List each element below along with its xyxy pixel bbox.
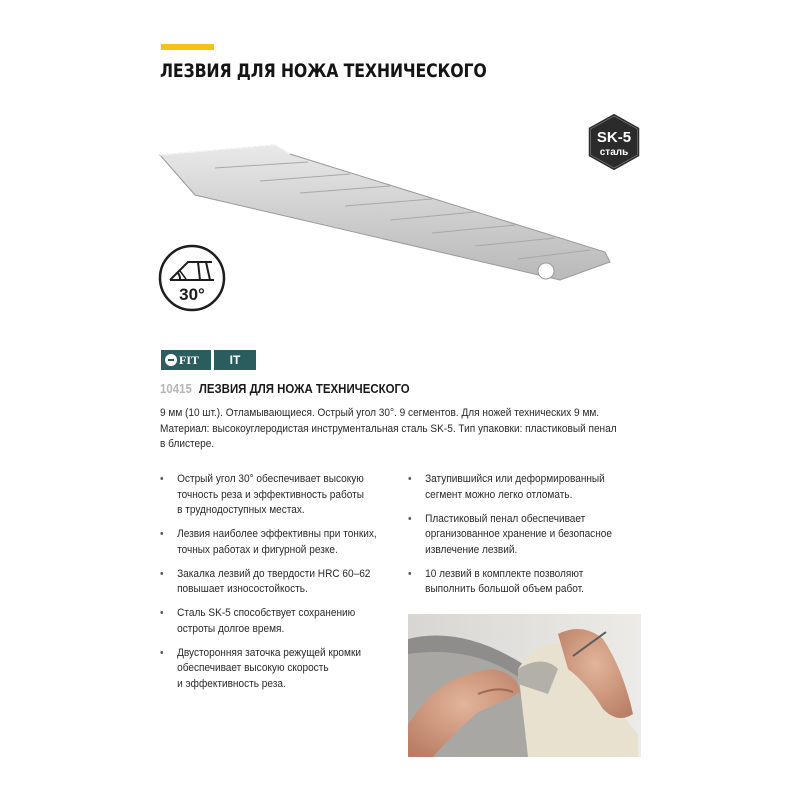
- feature-line: в труднодоступных местах.: [177, 504, 305, 516]
- feature-line: выполнить большой объем работ.: [425, 583, 584, 595]
- description-line: 9 мм (10 шт.). Отламывающиеся. Острый угол 30°. 9 сегментов. Для ножей технических 9 мм.: [160, 407, 600, 419]
- description-line: в блистере.: [160, 438, 215, 450]
- feature-line: обеспечивает высокую скорость: [177, 662, 329, 674]
- title-accent-bar: [161, 44, 214, 50]
- feature-line: • Острый угол 30° обеспечивает высокую: [177, 473, 364, 485]
- steel-grade-label: SK-5: [596, 129, 632, 146]
- feature-line: • Пластиковый пенал обеспечивает: [425, 512, 586, 525]
- feature-line: • Затупившийся или деформированный: [425, 473, 605, 485]
- feature-item: [160, 472, 403, 519]
- feature-line: • 10 лезвий в комплекте позволяют: [425, 567, 584, 580]
- feature-line: и эффективность реза.: [177, 677, 286, 690]
- feature-item: [160, 606, 403, 637]
- page-title: ЛЕЗВИЯ ДЛЯ НОЖА ТЕХНИЧЕСКОГО: [160, 60, 487, 82]
- feature-line: извлечение лезвий.: [425, 543, 518, 556]
- feature-line: повышает износостойкость.: [177, 583, 308, 595]
- features-list-left: [160, 472, 403, 701]
- product-description: [160, 406, 646, 453]
- angle-badge: [158, 244, 226, 312]
- feature-item: [160, 567, 403, 598]
- feature-line: • Лезвия наиболее эффективны при тонких,: [177, 528, 377, 540]
- feature-line: точность реза и эффективность работы: [177, 488, 364, 501]
- product-line-badge: IT: [214, 350, 256, 370]
- feature-item: [160, 646, 403, 693]
- feature-item: [408, 567, 651, 598]
- feature-line: • Двусторонняя заточка режущей кромки: [177, 646, 361, 659]
- fit-logo-mark-icon: [165, 354, 177, 366]
- steel-material-label: сталь: [599, 147, 629, 158]
- article-code: 10415: [160, 381, 192, 396]
- feature-item: [408, 512, 651, 559]
- feature-line: сегмент можно легко отломать.: [425, 488, 573, 501]
- usage-photo: [408, 614, 641, 757]
- feature-line: остроты долгое время.: [177, 622, 285, 635]
- feature-line: • Сталь SK-5 способствует сохранению: [177, 607, 356, 619]
- feature-line: точных работах и фигурной резке.: [177, 543, 338, 556]
- feature-line: • Закалка лезвий до твердости HRC 60–62: [177, 567, 371, 580]
- feature-item: [408, 472, 651, 503]
- angle-value: 30°: [179, 285, 205, 304]
- fit-logo: [161, 350, 211, 370]
- feature-item: [160, 527, 403, 558]
- features-list-right: [408, 472, 651, 606]
- feature-line: организованное хранение и безопасное: [425, 528, 612, 540]
- article-line: [160, 381, 410, 396]
- article-name: ЛЕЗВИЯ ДЛЯ НОЖА ТЕХНИЧЕСКОГО: [198, 381, 410, 396]
- fit-logo-text: FIT: [179, 352, 200, 367]
- description-line: Материал: высокоуглеродистая инструментальная сталь SK-5. Тип упаковки: пластиковый пенал: [160, 422, 617, 435]
